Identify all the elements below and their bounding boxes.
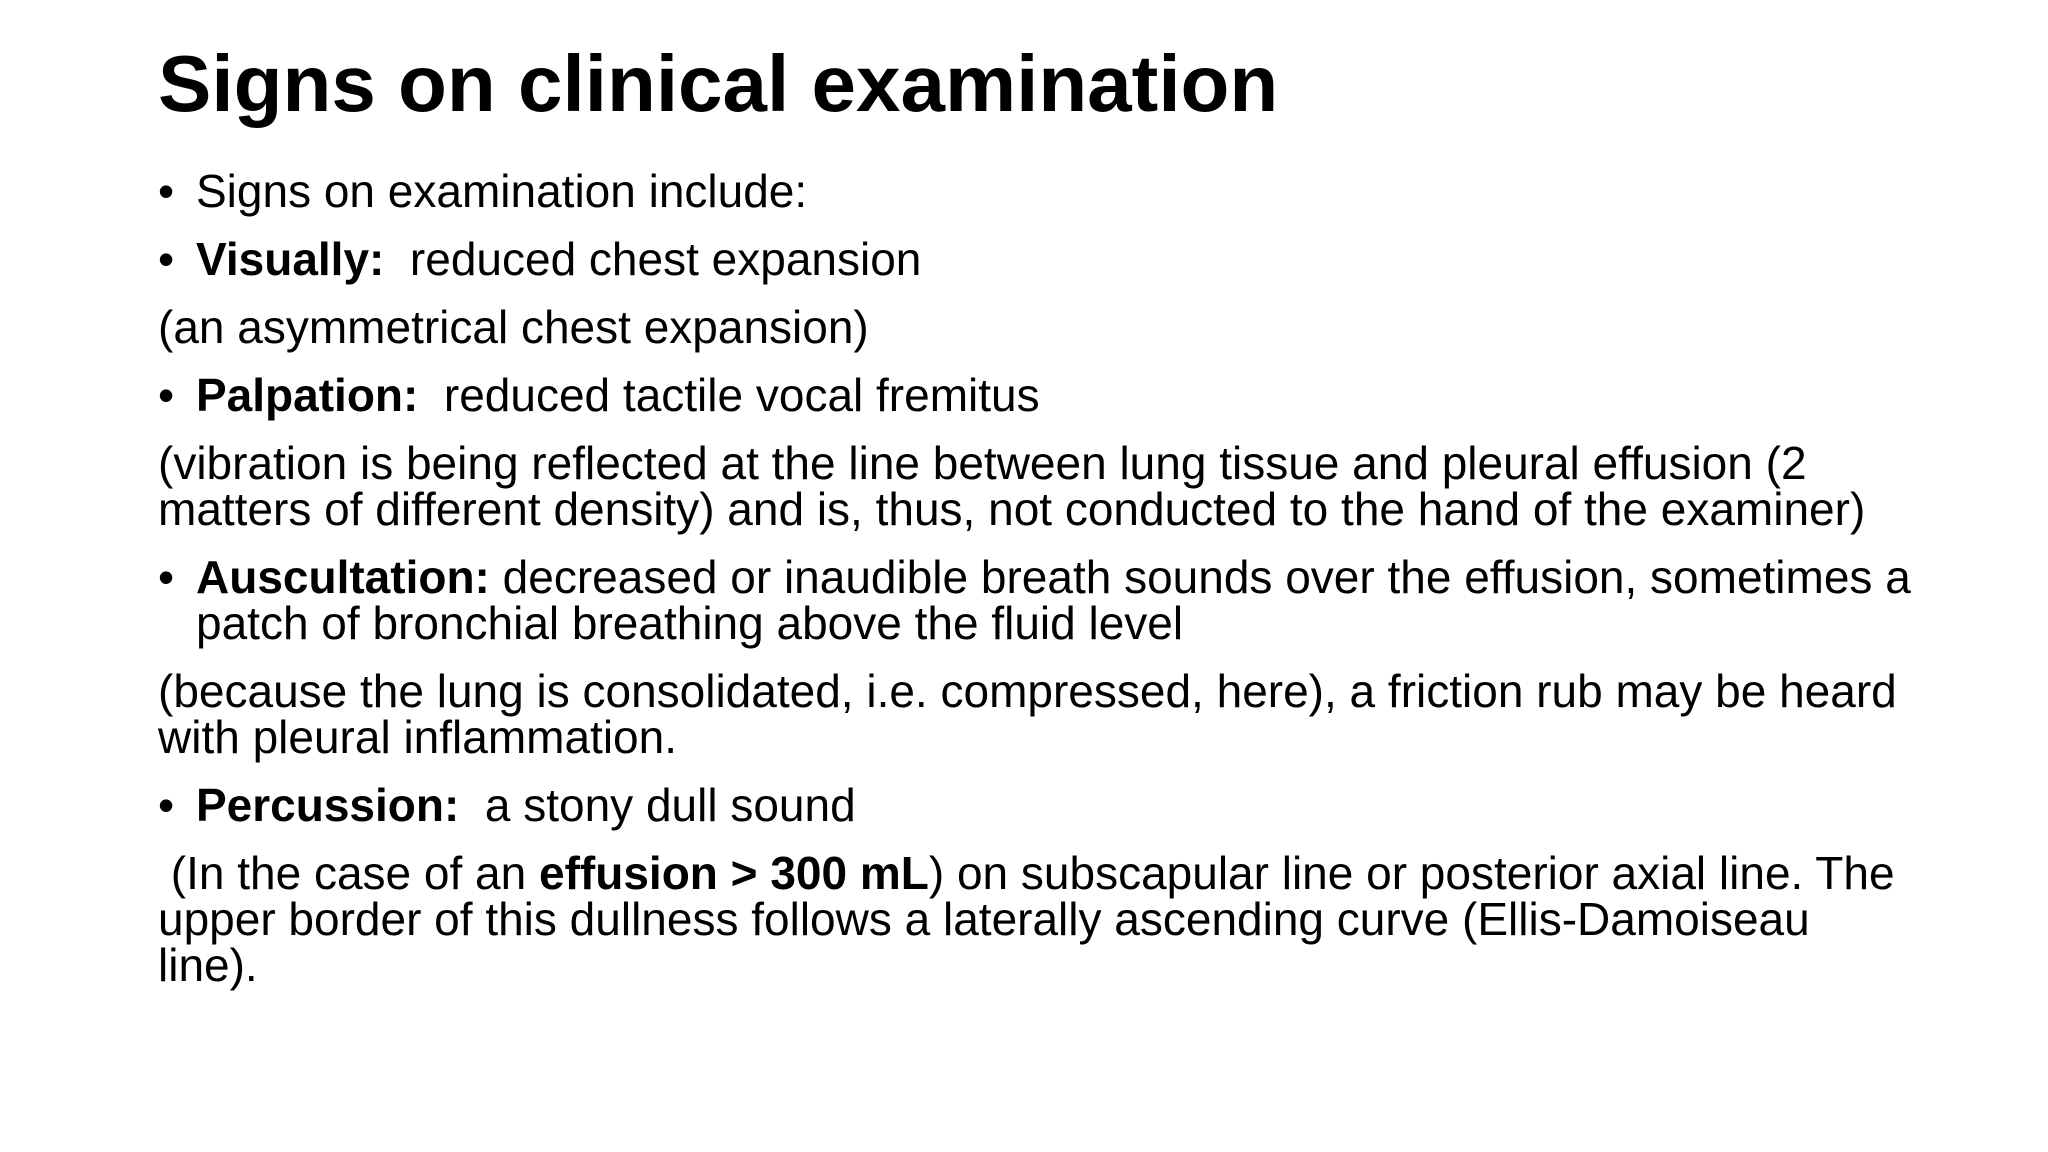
palpation-label: Palpation: (196, 369, 419, 421)
palpation-note: (vibration is being reflected at the line between lung tissue and pleural effusion (2 matters of different density) and is, thus, not conducted to the hand of the examiner) (158, 437, 1866, 535)
auscultation-text: decreased or inaudible breath sounds over the effusion, sometimes a patch of bronchial breathing above the fluid level (196, 551, 1911, 649)
bullet-visually (158, 233, 1918, 285)
bullet-auscultation (158, 551, 1918, 649)
auscultation-label: Auscultation: (196, 551, 490, 603)
bullet-intro (158, 165, 1918, 217)
bullet-percussion (158, 779, 1918, 831)
visually-label: Visually: (196, 233, 385, 285)
percussion-note-prefix: (In the case of an (158, 847, 540, 899)
percussion-note-suffix: ) on subscapular line or posterior axial line. The upper border of this dullness follows a laterally ascending curve (Ellis-Damoiseau line). (158, 847, 1895, 991)
visually-text: reduced chest expansion (384, 233, 922, 285)
bullet-palpation (158, 369, 1918, 421)
slide-content (158, 165, 1918, 1010)
slide-title: Signs on clinical examination (158, 39, 1279, 128)
percussion-note (158, 847, 1918, 991)
palpation-text: reduced tactile vocal fremitus (418, 369, 1040, 421)
intro-text: Signs on examination include: (196, 165, 808, 217)
auscultation-note: (because the lung is consolidated, i.e. compressed, here), a friction rub may be heard with pleural inflammation. (158, 665, 1897, 763)
percussion-text: a stony dull sound (459, 779, 856, 831)
percussion-note-bold: effusion > 300 mL (539, 847, 929, 899)
percussion-label: Percussion: (196, 779, 460, 831)
visually-note: (an asymmetrical chest expansion) (158, 301, 869, 353)
